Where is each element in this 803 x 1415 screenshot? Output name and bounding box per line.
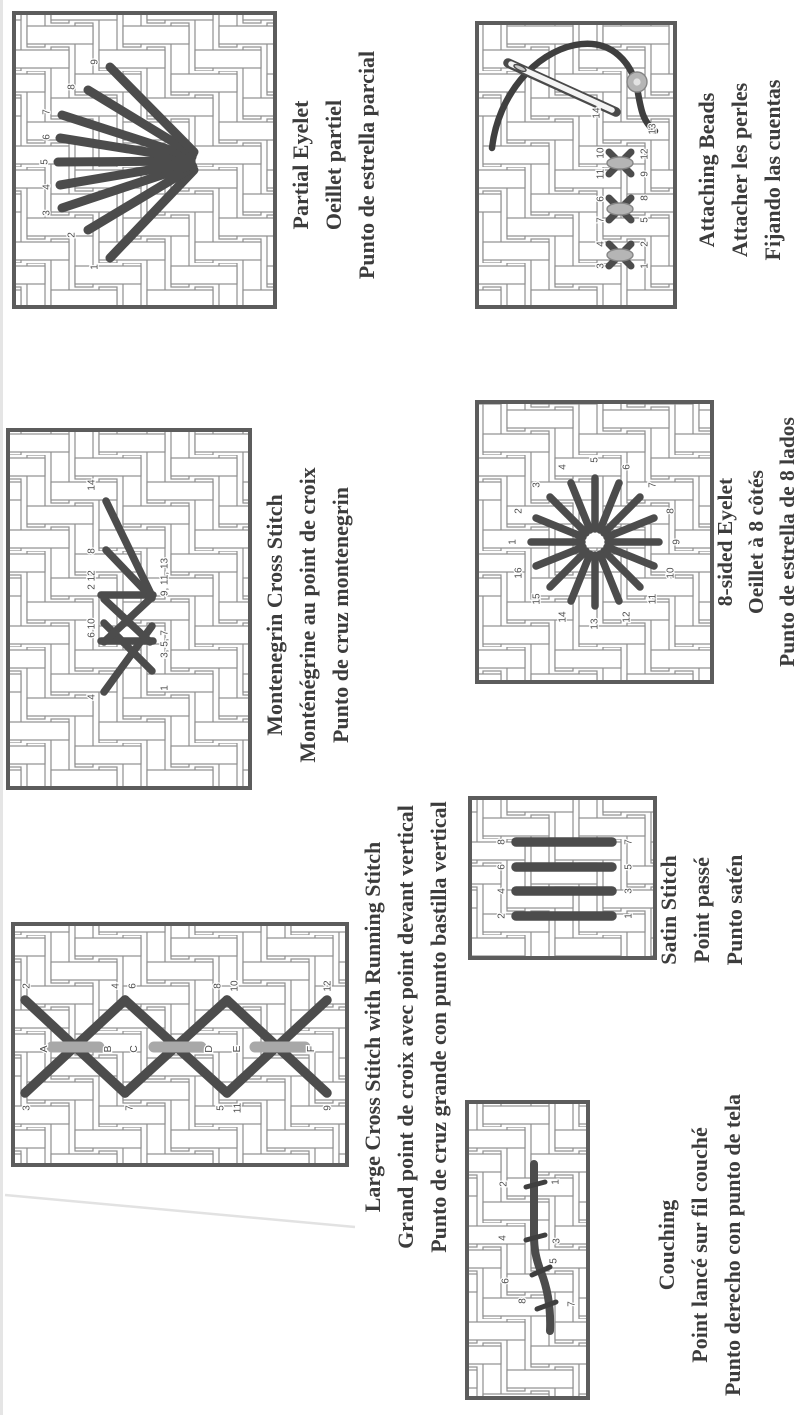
stitch-number-label: 6 10 — [86, 618, 98, 638]
stitch-number-label: 9 — [671, 539, 683, 545]
caption-line-es: Punto satén — [722, 854, 747, 966]
diagram-attaching-beads — [477, 23, 675, 307]
fabric-swatch — [467, 1102, 588, 1398]
caption-line-fr: Point lancé sur fil couché — [687, 1127, 712, 1363]
bead-shape — [607, 203, 633, 215]
stitch-number-label: A — [37, 1045, 50, 1053]
stitch-number-label: 6 — [496, 864, 508, 870]
stitch-number-label: 3 — [531, 482, 543, 488]
stitch-number-label: 6 — [595, 196, 607, 202]
caption-line-fr: Attacher les perles — [727, 82, 752, 258]
caption-line-fr: Grand point de croix avec point devant vertical — [393, 805, 418, 1249]
stitch-number-label: 2 — [66, 232, 78, 238]
stitch-number-label: 2 12 — [86, 570, 98, 590]
fabric-swatch — [470, 798, 655, 958]
stitch-number-label: 10 — [229, 980, 241, 992]
caption-line-en: 8-sided Eyelet — [713, 477, 737, 607]
page-crease-artifact — [5, 1195, 355, 1227]
stitch-number-label: 3 — [623, 888, 635, 894]
caption-partial-eyelet — [284, 51, 383, 279]
diagram-satin-stitch — [470, 798, 655, 958]
stitch-number-label: 3 — [21, 1105, 33, 1111]
stitch-number-label: 3 — [41, 210, 53, 216]
stitch-number-label: 8 — [66, 84, 78, 90]
diagram-large-cross-stitch — [13, 924, 347, 1165]
caption-large-cross-stitch — [356, 801, 455, 1253]
stitch-number-label: 14 — [591, 107, 603, 119]
caption-line-es: Punto de cruz grande con punto bastilla vertical — [426, 801, 451, 1253]
stitch-number-label: 4 — [497, 1235, 509, 1241]
stitch-number-label: 5 — [215, 1105, 227, 1111]
caption-line-es: Punto de estrella de 8 lados — [775, 417, 799, 667]
stitch-number-label: 12 — [322, 980, 334, 992]
stitch-number-label: F — [304, 1045, 317, 1053]
stitch-number-label: 4 — [557, 464, 569, 470]
stitch-number-label: 5 — [639, 217, 651, 223]
caption-line-fr: Oeillet à 8 côtés — [744, 470, 768, 614]
stitch-number-label: 11 — [647, 593, 659, 605]
stitch-line — [58, 161, 191, 162]
stitch-number-label: 1 — [507, 539, 519, 545]
bead-shape — [607, 249, 633, 261]
stitch-number-label: 14 — [86, 479, 98, 491]
stitch-number-label: 8 — [639, 195, 651, 201]
stitch-number-label: 7 — [647, 482, 659, 488]
stitch-number-label: 9 — [322, 1105, 334, 1111]
caption-line-es: Punto derecho con punto de tela — [720, 1093, 745, 1397]
stitch-number-label: C — [127, 1045, 140, 1053]
stitch-number-label: 2 — [639, 241, 651, 247]
stitch-number-label: 6 — [621, 464, 633, 470]
stitch-number-label: 10 — [665, 567, 677, 579]
caption-line-en: Attaching Beads — [694, 92, 719, 248]
stitch-number-label: 2 — [21, 983, 33, 989]
stitch-number-label: 11 — [595, 168, 607, 180]
diagram-couching — [467, 1102, 588, 1398]
stitch-number-label: 1 — [159, 685, 171, 691]
caption-satin-stitch — [652, 855, 751, 966]
caption-line-fr: Monténégrine au point de croix — [295, 467, 320, 763]
stitch-number-label: 7 — [595, 217, 607, 223]
stitch-number-label: 5 — [39, 159, 51, 165]
stitch-number-label: E — [230, 1045, 243, 1053]
caption-line-es: Punto de estrella parcial — [354, 50, 379, 280]
stitch-number-label: 5 — [548, 1258, 560, 1264]
stitch-number-label: 8 — [496, 839, 508, 845]
stitch-number-label: 3 — [595, 263, 607, 269]
caption-line-en: Large Cross Stitch with Running Stitch — [360, 841, 385, 1213]
stitch-number-label: B — [101, 1045, 114, 1053]
stitch-number-label: 5 — [589, 457, 601, 463]
stitch-number-label: 8 — [517, 1298, 529, 1304]
diagram-eight-sided-eyelet — [477, 402, 712, 682]
stitch-number-label: 16 — [513, 567, 525, 579]
stitch-number-label: 8 — [212, 983, 224, 989]
scan-edge-artifact — [0, 0, 3, 1415]
stitch-number-label: 6 — [127, 983, 139, 989]
stitch-number-label: 9 — [89, 59, 101, 65]
stitch-number-label: 12 — [621, 611, 633, 623]
stitch-number-label: D — [202, 1045, 215, 1053]
caption-montenegrin-cross-stitch — [258, 467, 357, 762]
stitch-number-label: 2 — [513, 508, 525, 514]
stitch-number-label: 1 — [550, 1179, 562, 1185]
stitch-number-label: 7 — [566, 1301, 578, 1307]
stitch-number-label: 2 — [498, 1181, 510, 1187]
stitch-number-label: 9, 11, 13 — [159, 557, 171, 597]
stitch-number-label: 6 — [41, 134, 53, 140]
stitch-number-label: 4 — [595, 241, 607, 247]
stitch-number-label: 3 — [551, 1238, 563, 1244]
stitch-number-label: 11 — [232, 1102, 244, 1114]
stitch-number-label: 5 — [623, 864, 635, 870]
stitch-number-label: 13 — [589, 618, 601, 630]
caption-line-en: Partial Eyelet — [288, 100, 313, 230]
stitch-number-label: 13 — [647, 123, 659, 135]
caption-line-en: Couching — [654, 1199, 679, 1291]
stitch-number-label: 4 — [110, 983, 122, 989]
caption-line-fr: Oeillet partiel — [321, 99, 346, 231]
caption-line-en: Satin Stitch — [656, 855, 681, 965]
stitch-number-label: 14 — [557, 611, 569, 623]
stitch-number-label: 7 — [623, 839, 635, 845]
stitch-number-label: 4 — [86, 694, 98, 700]
bead-shape — [633, 78, 640, 85]
stitch-number-label: 9 — [639, 171, 651, 177]
caption-couching — [650, 1094, 749, 1396]
bead-shape — [607, 157, 633, 169]
stitch-number-label: 4 — [41, 184, 53, 190]
caption-line-en: Montenegrin Cross Stitch — [262, 494, 287, 736]
caption-line-fr: Point passé — [689, 857, 714, 963]
stitch-number-label: 1 — [89, 264, 101, 270]
stitch-number-label: 10 — [595, 147, 607, 159]
caption-line-es: Punto de cruz montenegrin — [328, 486, 353, 744]
stitch-number-label: 6 — [500, 1278, 512, 1284]
stitch-number-label: 7 — [41, 109, 53, 115]
caption-eight-sided-eyelet — [710, 417, 803, 667]
stitch-number-label: 1 — [639, 263, 651, 269]
stitch-number-label: 8 — [86, 548, 98, 554]
stitch-number-label: 3, 5, 7 — [159, 630, 171, 658]
diagram-partial-eyelet — [14, 13, 275, 307]
diagram-montenegrin-cross-stitch — [8, 430, 250, 788]
stitch-number-label: 15 — [531, 593, 543, 605]
stitch-number-label: 4 — [496, 888, 508, 894]
caption-attaching-beads — [690, 80, 789, 261]
stitch-number-label: 8 — [665, 508, 677, 514]
stitch-number-label: 1 — [623, 913, 635, 919]
caption-line-es: Fijando las cuentas — [760, 79, 785, 261]
stitch-number-label: 2 — [496, 913, 508, 919]
fabric-swatch — [8, 430, 250, 788]
stitch-number-label: 7 — [124, 1105, 136, 1111]
stitch-number-label: 12 — [639, 148, 651, 160]
